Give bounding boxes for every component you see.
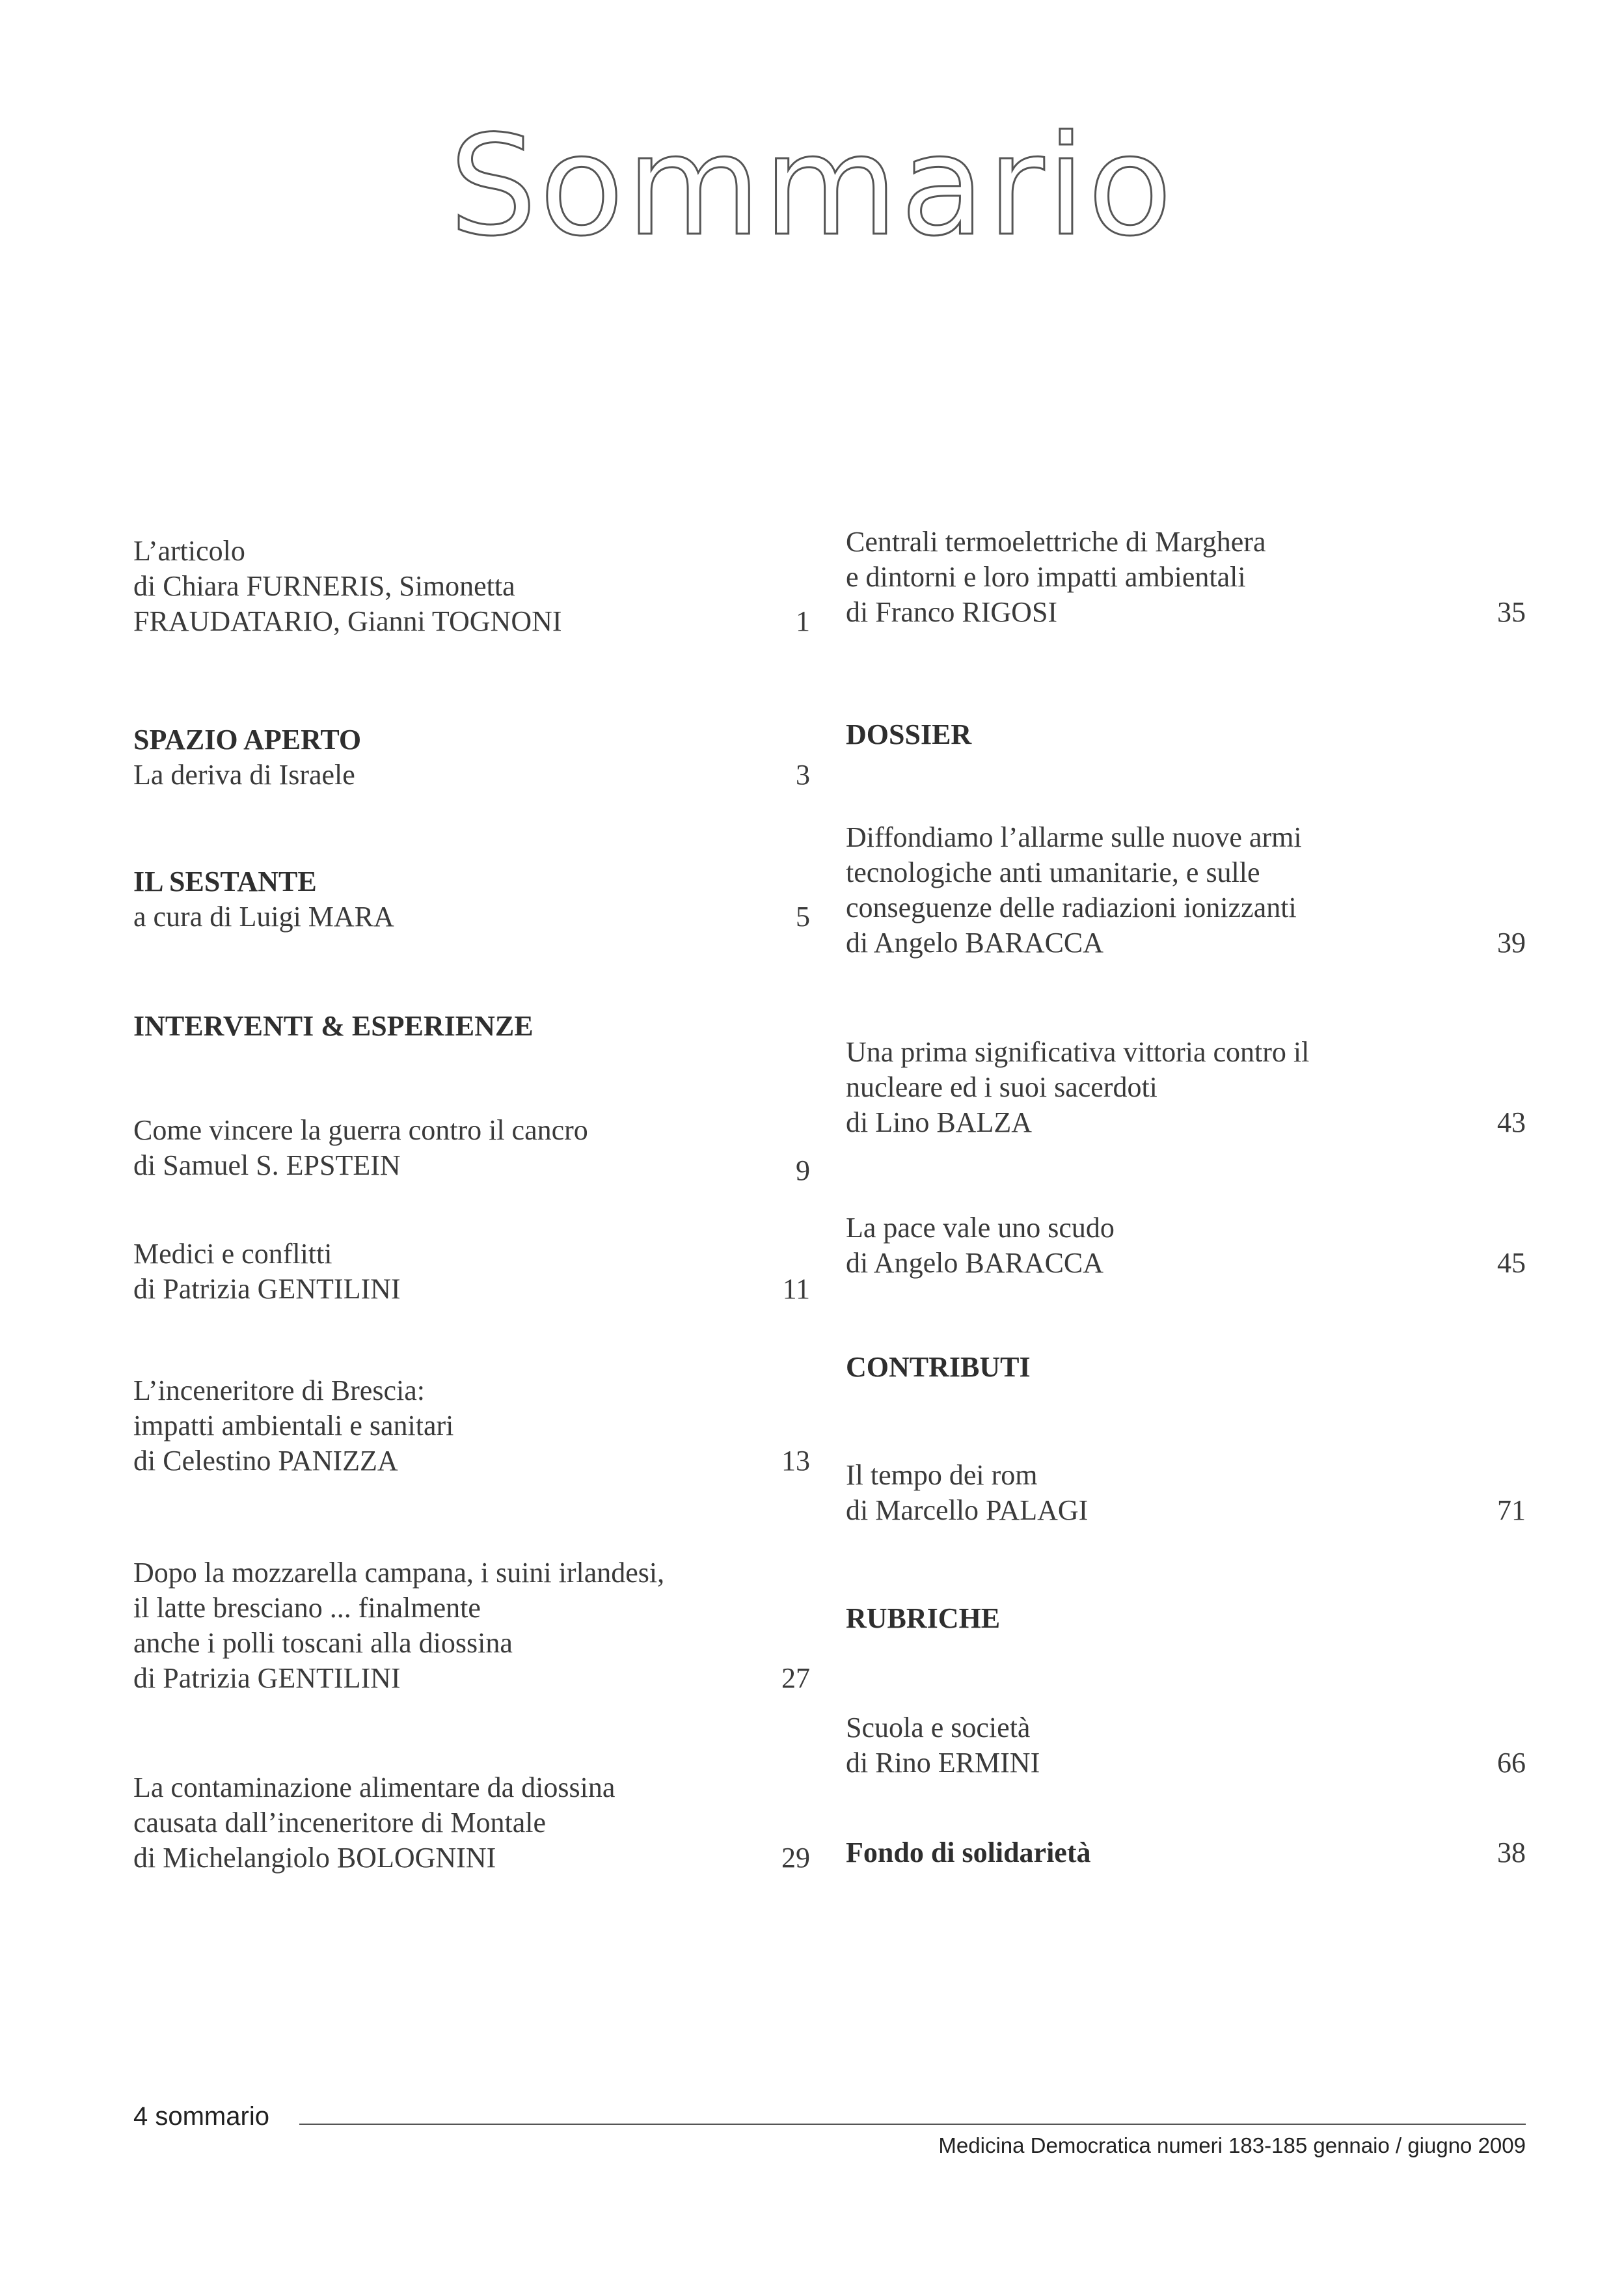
toc-entry	[133, 534, 810, 639]
toc-entry	[846, 1710, 1526, 1781]
toc-line: di Celestino PANIZZA	[133, 1445, 398, 1477]
toc-line: e dintorni e loro impatti ambientali	[846, 561, 1246, 593]
toc-line: Medici e conflitti	[133, 1238, 332, 1270]
toc-entry	[133, 899, 810, 935]
section-heading: SPAZIO APERTO	[133, 724, 362, 756]
toc-entry	[846, 1210, 1526, 1281]
toc-page-number: 43	[1497, 1106, 1526, 1138]
toc-page-number: 1	[796, 605, 810, 637]
footer-divider	[299, 2124, 1526, 2125]
toc-entry	[846, 1835, 1526, 1870]
section-heading: RUBRICHE	[846, 1602, 1001, 1634]
toc-entry	[846, 820, 1526, 961]
toc-page-number: 29	[781, 1842, 810, 1874]
toc-line: di Marcello PALAGI	[846, 1494, 1089, 1526]
toc-line: di Samuel S. EPSTEIN	[133, 1149, 401, 1181]
toc-entry	[133, 1373, 810, 1479]
toc-page-number: 35	[1497, 596, 1526, 628]
toc-line: di Patrizia GENTILINI	[133, 1662, 401, 1694]
toc-line: Una prima significativa vittoria contro il	[846, 1036, 1310, 1068]
toc-entry	[133, 1770, 810, 1876]
section-heading: IL SESTANTE	[133, 866, 317, 897]
toc-page-number: 3	[796, 759, 810, 791]
toc-line: FRAUDATARIO, Gianni TOGNONI	[133, 605, 562, 637]
toc-line: di Chiara FURNERIS, Simonetta	[133, 570, 515, 602]
toc-line: di Angelo BARACCA	[846, 927, 1104, 959]
toc-line: L’inceneritore di Brescia:	[133, 1374, 425, 1406]
toc-line: di Franco RIGOSI	[846, 596, 1058, 628]
toc-entry	[133, 1555, 810, 1696]
toc-line: Scuola e società	[846, 1712, 1031, 1743]
toc-entry	[846, 1035, 1526, 1140]
toc-page-number: 38	[1497, 1837, 1526, 1868]
toc-line: il latte bresciano ... finalmente	[133, 1592, 481, 1624]
toc-line: impatti ambientali e sanitari	[133, 1410, 454, 1442]
section-heading: CONTRIBUTI	[846, 1351, 1031, 1383]
toc-line: La deriva di Israele	[133, 759, 355, 791]
toc-entry	[846, 525, 1526, 630]
toc-line: causata dall’inceneritore di Montale	[133, 1807, 547, 1839]
section-heading: DOSSIER	[846, 718, 972, 750]
toc-page-number: 11	[782, 1273, 810, 1305]
toc-entry	[846, 1458, 1526, 1528]
toc-page-number: 66	[1497, 1747, 1526, 1779]
toc-line: a cura di Luigi MARA	[133, 901, 394, 933]
toc-line: La contaminazione alimentare da diossina	[133, 1771, 616, 1803]
toc-line: tecnologiche anti umanitarie, e sulle	[846, 856, 1260, 888]
toc-line: Fondo di solidarietà	[846, 1837, 1091, 1868]
toc-entry	[133, 758, 810, 793]
toc-line: di Rino ERMINI	[846, 1747, 1040, 1779]
toc-entry	[133, 1237, 810, 1307]
toc-page-number: 5	[796, 901, 810, 933]
toc-line: Diffondiamo l’allarme sulle nuove armi	[846, 821, 1302, 853]
page-footer	[133, 2102, 1526, 2157]
toc-line: di Michelangiolo BOLOGNINI	[133, 1842, 496, 1874]
footer-publication: Medicina Democratica numeri 183-185 gennaio / giugno 2009	[938, 2133, 1526, 2157]
toc-line: Dopo la mozzarella campana, i suini irlandesi,	[133, 1557, 665, 1589]
toc-line: La pace vale uno scudo	[846, 1212, 1115, 1244]
toc-line: di Lino BALZA	[846, 1106, 1032, 1138]
toc-line: Il tempo dei rom	[846, 1459, 1038, 1491]
toc-line: Centrali termoelettriche di Marghera	[846, 526, 1266, 558]
page-title: Sommario	[449, 105, 1175, 266]
toc-entry	[133, 1113, 810, 1186]
section-heading: INTERVENTI & ESPERIENZE	[133, 1010, 534, 1042]
footer-page-label: 4 sommario	[133, 2102, 269, 2131]
toc-line: di Angelo BARACCA	[846, 1247, 1104, 1279]
toc-page-number: 45	[1497, 1247, 1526, 1279]
toc-line: di Patrizia GENTILINI	[133, 1273, 401, 1305]
toc-page-number: 39	[1497, 927, 1526, 959]
toc-page-number: 13	[781, 1445, 810, 1477]
toc-line: anche i polli toscani alla diossina	[133, 1627, 513, 1659]
toc-page-number: 9	[796, 1155, 810, 1186]
toc-line: nucleare ed i suoi sacerdoti	[846, 1071, 1157, 1103]
toc-line: L’articolo	[133, 535, 245, 567]
toc-line: Come vincere la guerra contro il cancro	[133, 1114, 588, 1146]
toc-line: conseguenze delle radiazioni ionizzanti	[846, 892, 1297, 923]
toc-page-number: 71	[1497, 1494, 1526, 1526]
toc-page-number: 27	[781, 1662, 810, 1694]
